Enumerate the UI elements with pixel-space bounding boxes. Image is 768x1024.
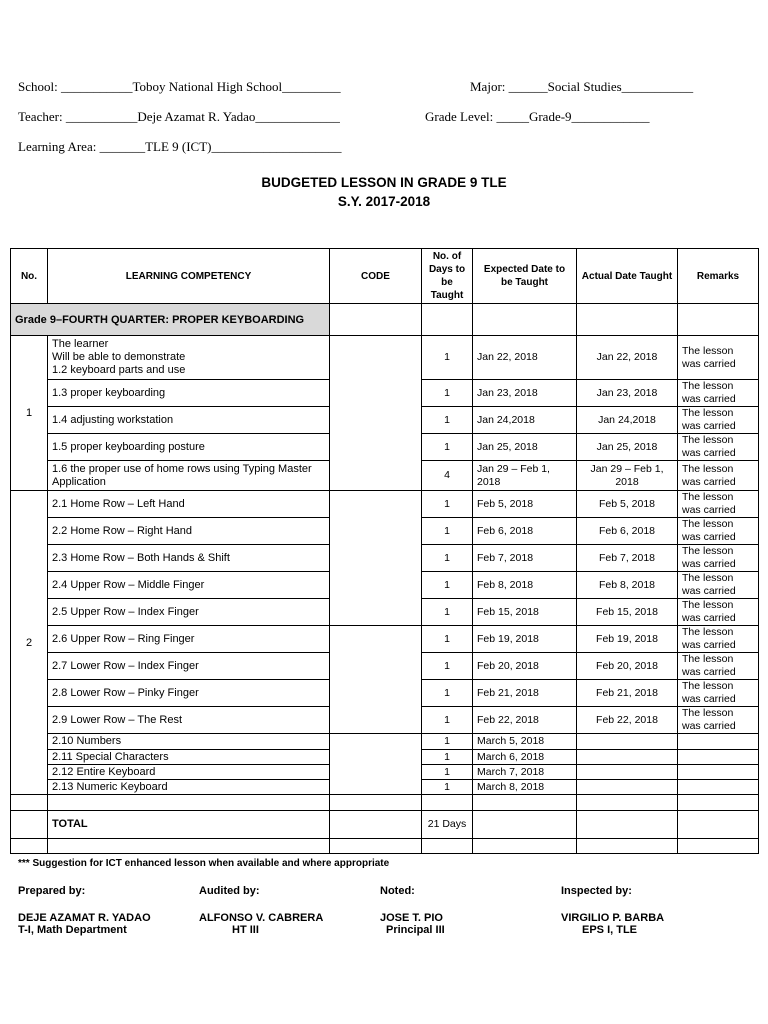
learning-area-value: _______TLE 9 (ICT)____________________ — [99, 139, 342, 154]
days-cell: 1 — [422, 599, 473, 626]
remarks-cell — [678, 780, 759, 795]
expected-date-cell: Feb 5, 2018 — [473, 491, 577, 518]
expected-date-cell: Feb 21, 2018 — [473, 680, 577, 707]
code-cell — [330, 491, 422, 626]
expected-date-cell: Feb 15, 2018 — [473, 599, 577, 626]
group-number: 1 — [11, 336, 48, 491]
remarks-cell: The lesson was carried — [678, 653, 759, 680]
expected-date-cell: Feb 6, 2018 — [473, 518, 577, 545]
blank-row — [11, 839, 759, 854]
school-year: S.Y. 2017-2018 — [337, 194, 431, 209]
header-expected: Expected Date to be Taught — [473, 249, 577, 304]
days-cell: 1 — [422, 780, 473, 795]
expected-date-cell: Jan 22, 2018 — [473, 336, 577, 380]
code-cell — [330, 336, 422, 491]
days-cell: 1 — [422, 434, 473, 461]
actual-date-cell: Feb 15, 2018 — [577, 599, 678, 626]
header-remarks: Remarks — [678, 249, 759, 304]
days-cell: 4 — [422, 461, 473, 491]
actual-date-cell: Feb 19, 2018 — [577, 626, 678, 653]
days-cell: 1 — [422, 407, 473, 434]
actual-date-cell: Feb 6, 2018 — [577, 518, 678, 545]
expected-date-cell: Feb 20, 2018 — [473, 653, 577, 680]
table-row — [11, 491, 759, 518]
signatory-position: EPS I, TLE — [582, 924, 638, 936]
actual-date-cell: Jan 23, 2018 — [577, 380, 678, 407]
expected-date-cell: Feb 7, 2018 — [473, 545, 577, 572]
major-value: ______Social Studies___________ — [508, 79, 694, 94]
expected-date-cell: Jan 24,2018 — [473, 407, 577, 434]
signatory-role: Audited by: — [199, 885, 260, 897]
ict-note: *** Suggestion for ICT enhanced lesson when available and where appropriate — [18, 858, 390, 869]
group-number: 2 — [11, 491, 48, 795]
remarks-cell: The lesson was carried — [678, 434, 759, 461]
days-cell: 1 — [422, 680, 473, 707]
competency-cell: 2.11 Special Characters — [48, 750, 330, 765]
remarks-cell: The lesson was carried — [678, 380, 759, 407]
actual-date-cell — [577, 734, 678, 750]
competency-cell: 2.2 Home Row – Right Hand — [48, 518, 330, 545]
actual-date-cell — [577, 780, 678, 795]
competency-cell: 2.8 Lower Row – Pinky Finger — [48, 680, 330, 707]
table-row — [11, 734, 759, 750]
quarter-row — [11, 304, 759, 336]
header-no: No. — [11, 249, 48, 304]
actual-date-cell: Feb 5, 2018 — [577, 491, 678, 518]
actual-date-cell: Jan 22, 2018 — [577, 336, 678, 380]
grade-level-label: Grade Level: — [425, 109, 494, 124]
header-competency: LEARNING COMPETENCY — [48, 249, 330, 304]
competency-cell: The learner Will be able to demonstrate 1.2 keyboard parts and use — [48, 336, 330, 380]
signatory-inspected — [561, 885, 664, 936]
header-code: CODE — [330, 249, 422, 304]
remarks-cell: The lesson was carried — [678, 545, 759, 572]
signatory-name: JOSE T. PIO — [380, 912, 443, 924]
quarter-title: Grade 9–FOURTH QUARTER: PROPER KEYBOARDING — [11, 304, 330, 336]
competency-cell: 2.9 Lower Row – The Rest — [48, 707, 330, 734]
remarks-cell: The lesson was carried — [678, 491, 759, 518]
remarks-cell — [678, 734, 759, 750]
competency-cell: 1.5 proper keyboarding posture — [48, 434, 330, 461]
days-cell: 1 — [422, 626, 473, 653]
days-cell: 1 — [422, 491, 473, 518]
actual-date-cell: Feb 7, 2018 — [577, 545, 678, 572]
signatory-position: HT III — [232, 924, 259, 936]
days-cell: 1 — [422, 572, 473, 599]
actual-date-cell: Jan 25, 2018 — [577, 434, 678, 461]
school-field — [18, 79, 341, 95]
grade-level-field — [425, 109, 650, 125]
days-cell: 1 — [422, 765, 473, 780]
signatory-audited — [199, 885, 323, 936]
signatory-role: Prepared by: — [18, 885, 86, 897]
competency-cell: 2.12 Entire Keyboard — [48, 765, 330, 780]
expected-date-cell: March 5, 2018 — [473, 734, 577, 750]
budget-table — [10, 248, 759, 854]
actual-date-cell: Jan 24,2018 — [577, 407, 678, 434]
actual-date-cell: Feb 20, 2018 — [577, 653, 678, 680]
actual-date-cell: Feb 22, 2018 — [577, 707, 678, 734]
expected-date-cell: March 8, 2018 — [473, 780, 577, 795]
expected-date-cell: Jan 23, 2018 — [473, 380, 577, 407]
days-cell: 1 — [422, 336, 473, 380]
competency-cell: 1.3 proper keyboarding — [48, 380, 330, 407]
major-field — [470, 79, 693, 95]
grade-level-value: _____Grade-9____________ — [496, 109, 650, 124]
competency-cell: 2.5 Upper Row – Index Finger — [48, 599, 330, 626]
remarks-cell: The lesson was carried — [678, 518, 759, 545]
code-cell — [330, 626, 422, 734]
actual-date-cell — [577, 750, 678, 765]
competency-cell: 2.3 Home Row – Both Hands & Shift — [48, 545, 330, 572]
competency-cell: 2.6 Upper Row – Ring Finger — [48, 626, 330, 653]
teacher-label: Teacher: — [18, 109, 63, 124]
competency-cell: 2.1 Home Row – Left Hand — [48, 491, 330, 518]
competency-cell: 1.6 the proper use of home rows using Typing Master Application — [48, 461, 330, 491]
expected-date-cell: Jan 29 – Feb 1, 2018 — [473, 461, 577, 491]
remarks-cell — [678, 750, 759, 765]
expected-date-cell: Feb 19, 2018 — [473, 626, 577, 653]
competency-cell: 2.13 Numeric Keyboard — [48, 780, 330, 795]
remarks-cell: The lesson was carried — [678, 461, 759, 491]
actual-date-cell: Jan 29 – Feb 1, 2018 — [577, 461, 678, 491]
remarks-cell: The lesson was carried — [678, 626, 759, 653]
remarks-cell: The lesson was carried — [678, 599, 759, 626]
expected-date-cell: March 7, 2018 — [473, 765, 577, 780]
competency-cell: 1.4 adjusting workstation — [48, 407, 330, 434]
actual-date-cell — [577, 765, 678, 780]
table-header-row — [11, 249, 759, 304]
days-cell: 1 — [422, 750, 473, 765]
expected-date-cell: Feb 8, 2018 — [473, 572, 577, 599]
expected-date-cell: March 6, 2018 — [473, 750, 577, 765]
total-label: TOTAL — [48, 811, 330, 839]
total-days: 21 Days — [422, 811, 473, 839]
signatory-position: T-I, Math Department — [18, 924, 127, 936]
days-cell: 1 — [422, 707, 473, 734]
signatory-position: Principal III — [386, 924, 445, 936]
document-title: BUDGETED LESSON IN GRADE 9 TLE — [261, 175, 507, 190]
signatory-name: ALFONSO V. CABRERA — [199, 912, 324, 924]
table-row — [11, 626, 759, 653]
signatory-role: Noted: — [380, 885, 415, 897]
major-label: Major: — [470, 79, 506, 94]
remarks-cell: The lesson was carried — [678, 680, 759, 707]
learning-area-label: Learning Area: — [18, 139, 97, 154]
remarks-cell — [678, 765, 759, 780]
remarks-cell: The lesson was carried — [678, 707, 759, 734]
competency-cell: 2.10 Numbers — [48, 734, 330, 750]
expected-date-cell: Feb 22, 2018 — [473, 707, 577, 734]
signatory-prepared — [18, 885, 151, 936]
days-cell: 1 — [422, 734, 473, 750]
school-value: ___________Toboy National High School_________ — [60, 79, 341, 94]
remarks-cell: The lesson was carried — [678, 572, 759, 599]
table-row — [11, 336, 759, 380]
signatory-role: Inspected by: — [561, 885, 632, 897]
remarks-cell: The lesson was carried — [678, 407, 759, 434]
teacher-value: ___________Deje Azamat R. Yadao_____________ — [65, 109, 340, 124]
days-cell: 1 — [422, 380, 473, 407]
days-cell: 1 — [422, 518, 473, 545]
remarks-cell: The lesson was carried — [678, 336, 759, 380]
signatory-name: VIRGILIO P. BARBA — [561, 912, 665, 924]
competency-cell: 2.7 Lower Row – Index Finger — [48, 653, 330, 680]
actual-date-cell: Feb 8, 2018 — [577, 572, 678, 599]
days-cell: 1 — [422, 545, 473, 572]
learning-area-field — [18, 139, 342, 155]
header-days: No. of Days to be Taught — [422, 249, 473, 304]
signatory-noted — [380, 885, 445, 936]
signatory-name: DEJE AZAMAT R. YADAO — [18, 912, 151, 924]
competency-cell: 2.4 Upper Row – Middle Finger — [48, 572, 330, 599]
school-label: School: — [18, 79, 58, 94]
teacher-field — [18, 109, 340, 125]
blank-row — [11, 795, 759, 811]
total-row — [11, 811, 759, 839]
code-cell — [330, 734, 422, 795]
days-cell: 1 — [422, 653, 473, 680]
actual-date-cell: Feb 21, 2018 — [577, 680, 678, 707]
header-actual: Actual Date Taught — [577, 249, 678, 304]
expected-date-cell: Jan 25, 2018 — [473, 434, 577, 461]
